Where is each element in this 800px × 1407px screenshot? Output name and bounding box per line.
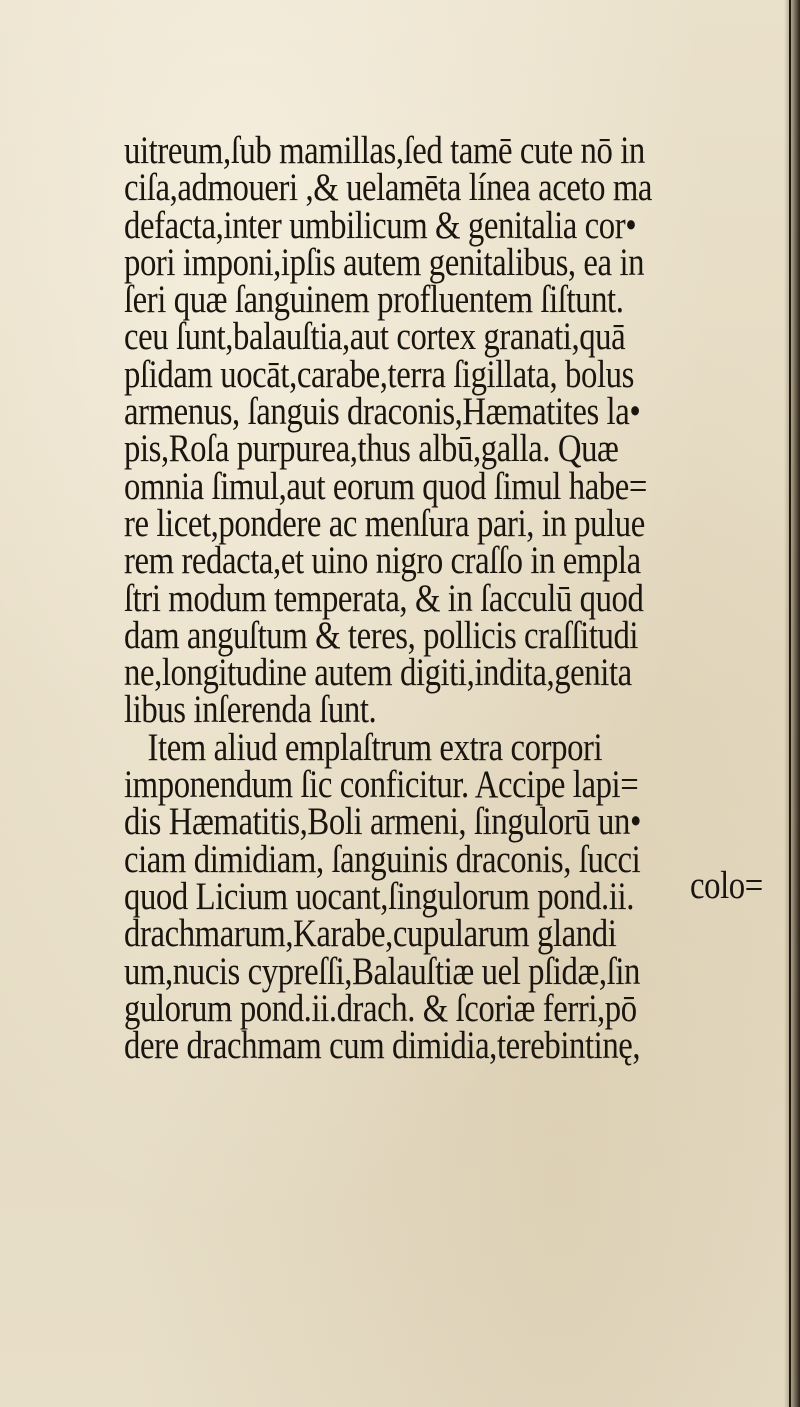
text-line: rem redacta,et uino nigro craſſo in empla: [124, 539, 641, 583]
text-line: re licet,pondere ac menſura pari, in pulue: [124, 501, 645, 545]
text-line: defacta,inter umbilicum & genitalia cor•: [124, 203, 637, 247]
text-line: quod Licium uocant,ſingulorum pond.ii.: [124, 874, 634, 918]
text-line: imponendum ſic conficitur. Accipe lapi=: [124, 763, 639, 807]
text-line: armenus, ſanguis draconis,Hæmatites la•: [124, 390, 641, 434]
text-line: uitreum,ſub mamillas,ſed tamē cute nō in: [124, 129, 645, 172]
text-line: ne,longitudine autem digiti,indita,genita: [124, 651, 632, 695]
text-line: pori imponi,ipſis autem genitalibus, ea in: [124, 240, 645, 284]
text-line: dere drachmam cum dimidia,terebintinę,: [124, 1024, 641, 1068]
body-text: [124, 129, 796, 1068]
text-line: ſeri quæ ſanguinem profluentem ſiſtunt.: [124, 278, 624, 322]
text-line: dam anguſtum & teres, pollicis craſſitudi: [124, 613, 639, 657]
text-line-paragraph-start: Item aliud emplaſtrum extra corpori: [147, 725, 603, 769]
text-line: ſtri modum temperata, & in ſacculū quod: [124, 576, 644, 620]
text-line: ceu ſunt,balauſtia,aut cortex granati,quā: [124, 315, 626, 359]
text-line: dis Hæmatitis,Boli armeni, ſingulorū un•: [124, 800, 641, 844]
text-line: omnia ſimul,aut eorum quod ſimul habe=: [124, 464, 647, 508]
text-line: drachmarum,Karabe,cupularum glandi: [124, 912, 617, 956]
catchword: colo=: [690, 864, 763, 907]
text-line: libus inſerenda ſunt.: [124, 688, 377, 732]
text-line: ciam dimidiam, ſanguinis draconis, ſucci: [124, 837, 641, 881]
text-line: um,nucis cypreſſi,Balauſtiæ uel pſidæ,ſin: [124, 949, 640, 993]
text-line: ciſa,admoueri ,& uelamēta línea aceto ma: [124, 166, 653, 210]
text-line: pſidam uocāt,carabe,terra ſigillata, bolus: [124, 352, 634, 396]
text-line: pis,Roſa purpurea,thus albū,galla. Quæ: [124, 427, 619, 471]
text-line: gulorum pond.ii.drach. & ſcoriæ ferri,pō: [124, 986, 637, 1030]
